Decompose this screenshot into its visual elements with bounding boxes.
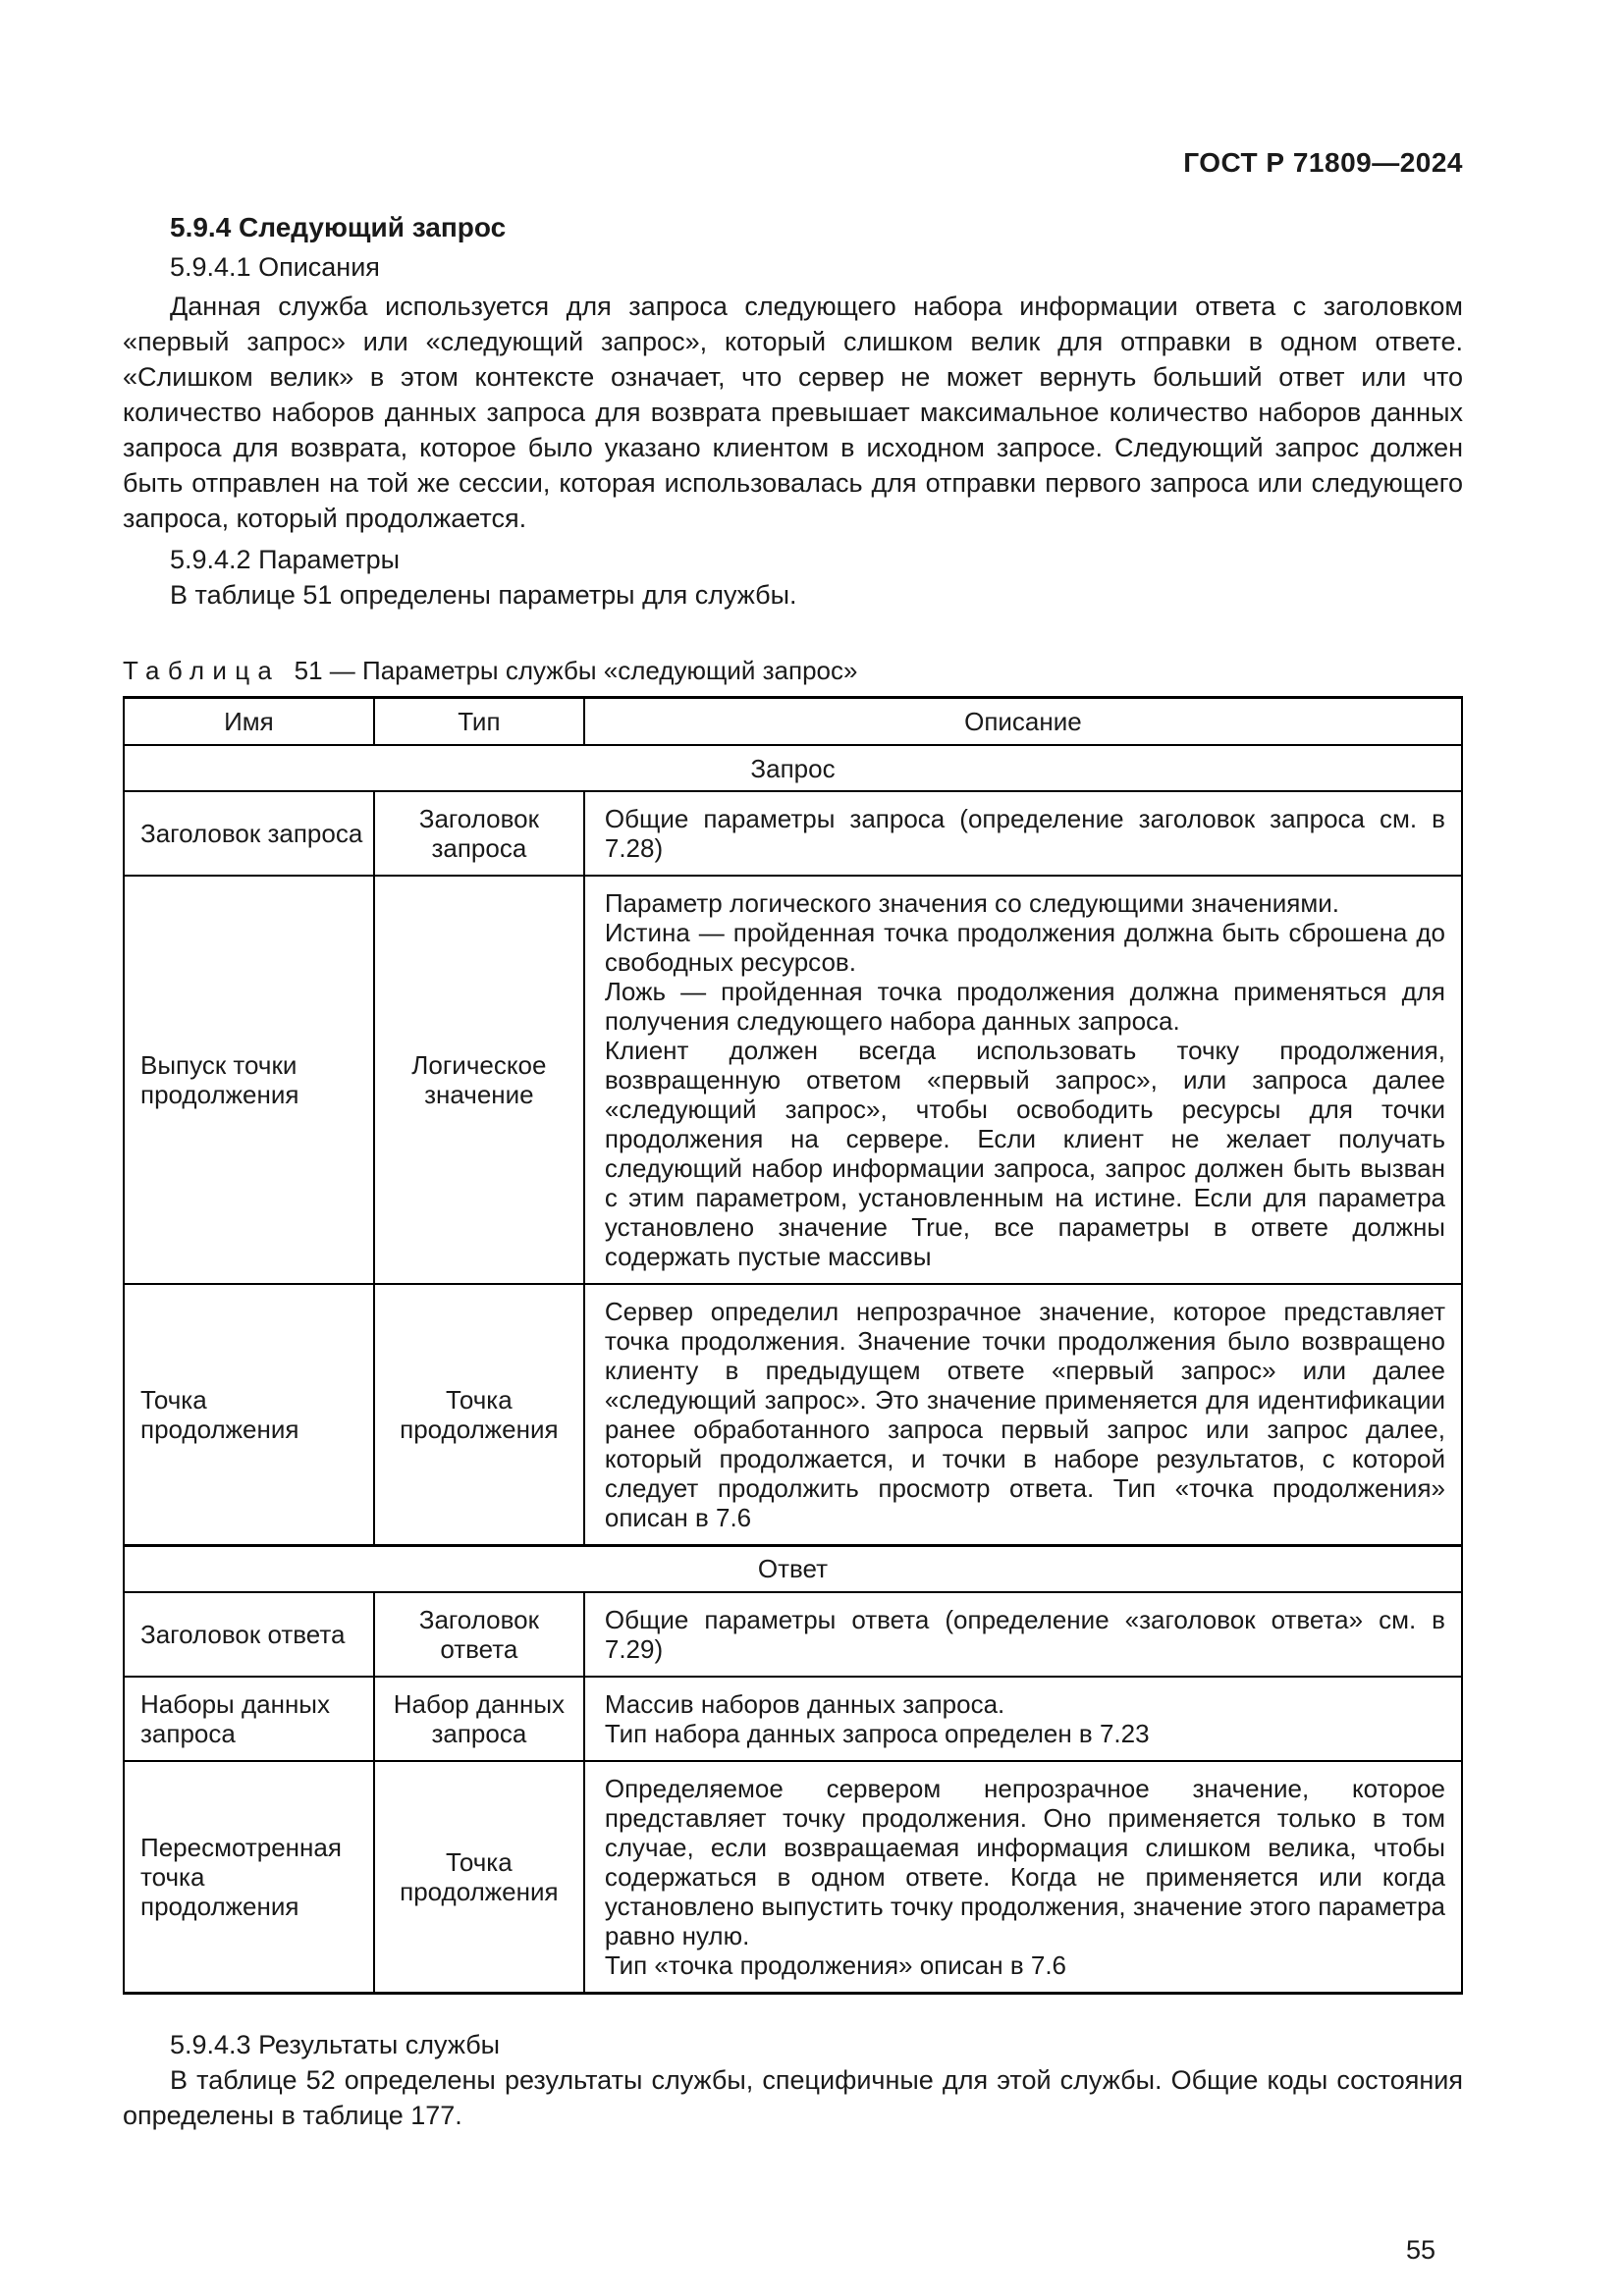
param-type: Точка продолжения	[374, 1761, 584, 1994]
param-description	[584, 876, 1462, 1284]
page-number: 55	[1405, 2234, 1435, 2265]
param-type: Заголовок запроса	[374, 791, 584, 876]
param-type: Заголовок ответа	[374, 1592, 584, 1677]
param-description	[584, 1284, 1462, 1546]
heading-5-9-4-3: 5.9.4.3 Результаты службы	[170, 2029, 501, 2059]
description-paragraph: Тип «точка продолжения» описан в 7.6	[604, 1949, 1067, 1980]
column-header-type: Тип	[374, 698, 584, 746]
description-paragraph: Массив наборов данных запроса.	[604, 1688, 1005, 1719]
param-description	[584, 1592, 1462, 1677]
param-name: Наборы данных запроса	[124, 1677, 374, 1761]
section-row-response	[124, 1546, 1462, 1592]
heading-5-9-4-2: 5.9.4.2 Параметры	[170, 545, 400, 574]
description-paragraph: Определяемое сервером непрозрачное значение, которое представляет точку продолжения. Оно применяется только в том случае, если возвращаемая информация слишком велика, чтобы содержаться в одном ответе. Когда не применяется или когда установлено выпустить точку продолжения, значение этого параметра равно нулю.	[604, 1773, 1445, 1950]
table-row	[124, 1761, 1462, 1994]
section-row-request	[124, 745, 1462, 791]
description-paragraph: Общие параметры запроса (определение заголовок запроса см. в 7.28)	[604, 804, 1445, 863]
heading-5-9-4-1: 5.9.4.1 Описания	[170, 252, 380, 282]
param-name: Выпуск точки продолжения	[124, 876, 374, 1284]
description-paragraph: Ложь — пройденная точка продолжения должна применяться для получения следующего набора данных запроса.	[604, 977, 1445, 1036]
paragraph-params-intro: В таблице 51 определены параметры для службы.	[170, 580, 797, 610]
param-description	[584, 791, 1462, 876]
section-title-request: Запрос	[124, 745, 1462, 791]
param-type: Набор данных запроса	[374, 1677, 584, 1761]
table-row	[124, 1592, 1462, 1677]
param-name: Точка продолжения	[124, 1284, 374, 1546]
description-paragraph: Сервер определил непрозрачное значение, которое представляет точка продолжения. Значение точки продолжения было возвращено клиенту в предыдущем ответе «первый запрос» или далее «следующий запрос». Это значение применяется для идентификации ранее обработанного запроса первый запрос или запрос далее, который продолжается, и точки в наборе результатов, с которой следует продолжить просмотр ответа. Тип «точка продолжения» описан в 7.6	[604, 1297, 1445, 1532]
param-type: Точка продолжения	[374, 1284, 584, 1546]
param-name: Заголовок ответа	[124, 1592, 374, 1677]
param-description	[584, 1677, 1462, 1761]
column-header-description: Описание	[584, 698, 1462, 746]
table-caption-text: 51 — Параметры службы «следующий запрос»	[294, 656, 858, 685]
description-paragraph: Общие параметры ответа (определение «заголовок ответа» см. в 7.29)	[604, 1604, 1445, 1664]
param-type: Логическое значение	[374, 876, 584, 1284]
table-caption-label: Таблица	[123, 656, 281, 685]
page-content	[123, 0, 1463, 2266]
description-paragraph: Тип набора данных запроса определен в 7.23	[604, 1718, 1150, 1748]
parameters-table	[123, 696, 1463, 1995]
table-row	[124, 1677, 1462, 1761]
table-row	[124, 876, 1462, 1284]
description-paragraph: Параметр логического значения со следующими значениями.	[604, 888, 1340, 918]
table-row	[124, 791, 1462, 876]
param-name: Заголовок запроса	[124, 791, 374, 876]
paragraph-results: В таблице 52 определены результаты службы, специфичные для этой службы. Общие коды состояния определены в таблице 177.	[123, 2064, 1463, 2130]
table-header-row	[124, 698, 1462, 746]
param-description	[584, 1761, 1462, 1994]
description-paragraph: Клиент должен всегда использовать точку продолжения, возвращенную ответом «первый запрос», или запроса далее «следующий запрос», чтобы освободить ресурсы для точки продолжения на сервере. Если клиент не желает получать следующий набор информации запроса, запрос должен быть вызван с этим параметром, установленным на истине. Если для параметра установлено значение True, все параметры в ответе должны содержать пустые массивы	[604, 1036, 1445, 1271]
column-header-name: Имя	[124, 698, 374, 746]
heading-5-9-4: 5.9.4 Следующий запрос	[170, 212, 507, 242]
section-title-response: Ответ	[124, 1546, 1462, 1592]
description-paragraph: Истина — пройденная точка продолжения должна быть сброшена до свободных ресурсов.	[604, 918, 1445, 977]
paragraph-description: Данная служба используется для запроса следующего набора информации ответа с заголовком «первый запрос» или «следующий запрос», который слишком велик для отправки в одном ответе. «Слишком велик» в этом контексте означает, что сервер не может вернуть больший ответ или что количество наборов данных запроса для возврата превышает максимальное количество наборов данных запроса для возврата, которое было указано клиентом в исходном запросе. Следующий запрос должен быть отправлен на той же сессии, которая использовалась для отправки первого запроса или следующего запроса, который продолжается.	[123, 292, 1463, 533]
document-standard-header: ГОСТ Р 71809—2024	[1183, 147, 1463, 178]
param-name: Пересмотренная точка продолжения	[124, 1761, 374, 1994]
table-caption	[123, 656, 1463, 686]
table-row	[124, 1284, 1462, 1546]
